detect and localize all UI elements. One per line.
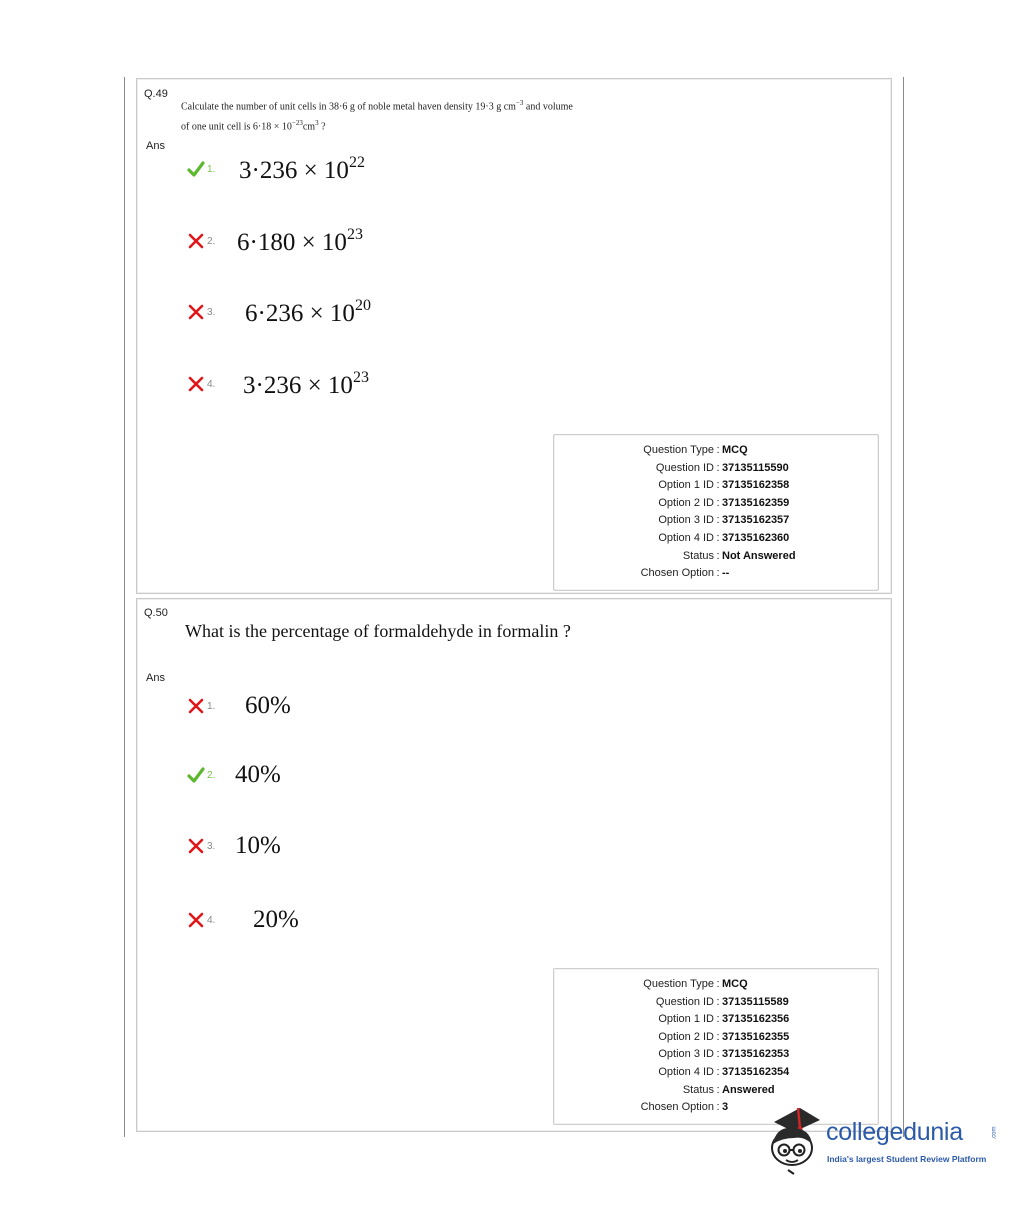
meta-value: 37135162356 — [722, 1013, 790, 1026]
meta-key: Option 1 ID — [658, 479, 714, 492]
meta-key: Option 1 ID — [658, 1013, 714, 1026]
meta-key: Option 2 ID — [658, 1030, 714, 1043]
option-2[interactable] — [187, 226, 363, 256]
option-number: 3. — [207, 840, 216, 852]
meta-key: Option 4 ID — [658, 1065, 714, 1078]
meta-row — [554, 460, 878, 478]
option-2[interactable] — [187, 760, 281, 790]
meta-separator: : — [716, 1083, 720, 1096]
option-text: $3\cdot 236 \times 10^{23}$ — [243, 368, 369, 399]
question-meta-panel — [553, 968, 879, 1125]
option-text: 10% — [235, 832, 281, 859]
meta-key: Option 2 ID — [658, 496, 714, 509]
meta-separator: : — [716, 1048, 720, 1061]
meta-key: Question ID — [655, 995, 714, 1008]
meta-key: Question Type — [643, 444, 714, 456]
meta-key: Chosen Option — [640, 567, 714, 580]
meta-value: 37135162353 — [722, 1048, 790, 1061]
cross-icon — [187, 911, 205, 929]
meta-separator: : — [716, 1030, 720, 1043]
meta-separator: : — [716, 1013, 720, 1026]
meta-value: 37135162359 — [722, 496, 790, 509]
meta-value: Not Answered — [722, 549, 796, 562]
meta-separator: : — [716, 978, 720, 990]
meta-key: Question Type — [643, 978, 714, 990]
question-text-end: ? — [318, 121, 326, 133]
option-text: 60% — [245, 692, 291, 719]
meta-value: MCQ — [722, 978, 748, 990]
meta-separator: : — [716, 514, 720, 527]
meta-value: 37135162354 — [722, 1065, 790, 1078]
meta-value: 37135115589 — [722, 995, 789, 1008]
meta-row — [554, 1064, 878, 1082]
option-number: 3. — [207, 306, 216, 318]
meta-key: Status — [682, 549, 714, 562]
option-number: 1. — [207, 163, 216, 175]
meta-separator: : — [716, 479, 720, 492]
meta-value: 3 — [722, 1101, 729, 1114]
question-text-line1: Calculate the number of unit cells in 38·6 g of noble metal haven density 19·3 g cm — [181, 101, 516, 113]
option-3[interactable] — [187, 297, 371, 327]
question-text: What is the percentage of formaldehyde in formalin ? — [185, 621, 571, 641]
brand-name: collegedunia — [826, 1118, 963, 1146]
meta-row — [554, 565, 878, 583]
option-1[interactable] — [187, 691, 291, 721]
meta-key: Status — [682, 1083, 714, 1096]
meta-row — [554, 495, 878, 513]
question-text-line2: of one unit cell is 6·18 × 10 — [181, 121, 292, 133]
mascot-icon — [764, 1104, 824, 1176]
meta-row — [554, 477, 878, 495]
option-text: $6\cdot 180 \times 10^{23}$ — [237, 225, 363, 256]
meta-row — [554, 994, 878, 1012]
option-number: 1. — [207, 700, 216, 712]
collegedunia-logo — [764, 1104, 1004, 1184]
option-text: 40% — [235, 761, 281, 788]
question-block-49 — [136, 78, 892, 594]
meta-separator: : — [716, 549, 720, 562]
option-number: 4. — [207, 378, 216, 390]
option-1[interactable] — [187, 154, 365, 184]
ans-label: Ans — [146, 140, 165, 152]
meta-separator: : — [716, 567, 720, 580]
meta-key: Option 3 ID — [658, 514, 714, 527]
option-4[interactable] — [187, 369, 369, 399]
meta-value: Answered — [722, 1083, 775, 1096]
meta-key: Question ID — [655, 461, 714, 474]
option-text: 20% — [253, 906, 299, 933]
question-text-exponent: −23 — [291, 119, 303, 128]
meta-value: 37135162355 — [722, 1030, 790, 1043]
option-number: 4. — [207, 914, 216, 926]
option-text: $3\cdot 236 \times 10^{22}$ — [239, 153, 365, 184]
check-icon — [187, 766, 205, 784]
question-text-unit: cm — [302, 121, 316, 133]
meta-value: 37135115590 — [722, 461, 789, 474]
question-text-line1-end: and volume — [523, 101, 573, 113]
meta-row — [554, 1082, 878, 1100]
check-icon — [187, 160, 205, 178]
meta-row — [554, 1029, 878, 1047]
meta-separator: : — [716, 531, 720, 544]
ans-label: Ans — [146, 672, 165, 684]
question-text — [181, 95, 701, 136]
cross-icon — [187, 375, 205, 393]
meta-value: 37135162360 — [722, 531, 790, 544]
meta-value: 37135162358 — [722, 479, 790, 492]
meta-value: -- — [722, 567, 730, 580]
meta-row — [554, 1046, 878, 1064]
cross-icon — [187, 303, 205, 321]
meta-row — [554, 1011, 878, 1029]
meta-row — [554, 442, 878, 460]
question-text-exponent: 3 — [315, 119, 319, 128]
meta-separator: : — [716, 995, 720, 1008]
meta-key: Chosen Option — [640, 1101, 714, 1114]
meta-separator: : — [716, 1065, 720, 1078]
option-number: 2. — [207, 235, 216, 247]
brand-suffix: .com — [991, 1126, 998, 1140]
question-meta-panel — [553, 434, 879, 591]
meta-row — [554, 512, 878, 530]
option-3[interactable] — [187, 831, 281, 861]
meta-separator: : — [716, 461, 720, 474]
meta-row — [554, 548, 878, 566]
cross-icon — [187, 697, 205, 715]
meta-key: Option 3 ID — [658, 1048, 714, 1061]
meta-key: Option 4 ID — [658, 531, 714, 544]
question-number: Q.50 — [144, 607, 168, 619]
option-4[interactable] — [187, 905, 299, 935]
meta-row — [554, 976, 878, 994]
meta-row — [554, 530, 878, 548]
option-number: 2. — [207, 769, 216, 781]
meta-value: MCQ — [722, 444, 748, 456]
cross-icon — [187, 232, 205, 250]
option-text: $6\cdot 236 \times 10^{20}$ — [245, 296, 371, 327]
question-block-50 — [136, 598, 892, 1132]
cross-icon — [187, 837, 205, 855]
question-text-exponent: −3 — [515, 99, 524, 107]
meta-separator: : — [716, 444, 720, 456]
question-number: Q.49 — [144, 88, 168, 100]
meta-separator: : — [716, 496, 720, 509]
meta-separator: : — [716, 1101, 720, 1114]
meta-value: 37135162357 — [722, 514, 790, 527]
brand-tagline: India's largest Student Review Platform — [827, 1154, 987, 1164]
